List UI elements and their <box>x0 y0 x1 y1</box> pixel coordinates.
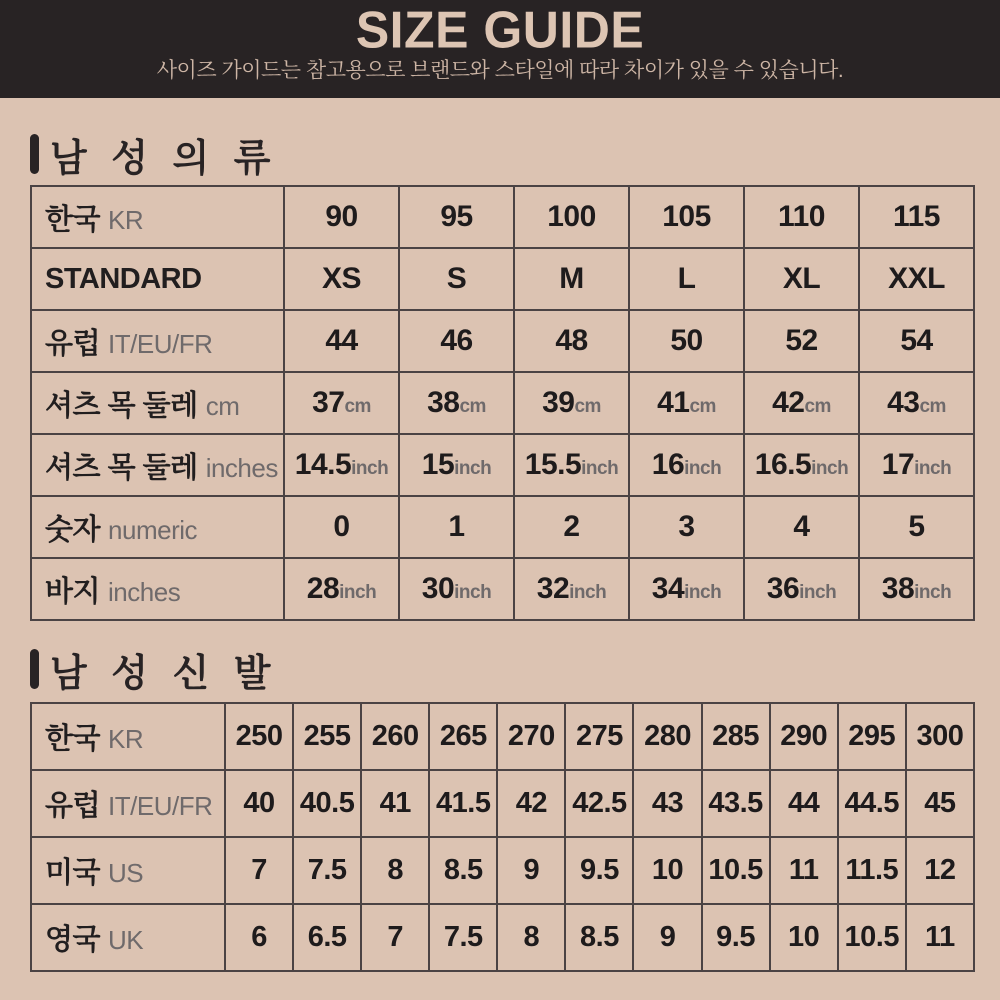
size-value-cell <box>633 904 701 971</box>
size-value: S <box>446 262 467 295</box>
size-value: 10.5 <box>844 921 899 953</box>
row-label-cell <box>31 186 284 248</box>
size-value: 275 <box>575 720 623 752</box>
size-value-cell <box>497 770 565 837</box>
size-value: 48 <box>555 324 588 357</box>
size-value: L <box>677 262 696 295</box>
size-unit: cm <box>689 396 716 417</box>
size-value-cell <box>859 434 974 496</box>
row-label-korean: 유럽 <box>45 327 101 360</box>
size-value: 8 <box>387 854 404 886</box>
size-value-cell <box>514 186 629 248</box>
size-value-cell <box>906 904 974 971</box>
size-value: 1 <box>448 510 465 543</box>
size-value: 5 <box>908 510 925 543</box>
size-value: 255 <box>303 720 351 752</box>
row-label-latin: KR <box>108 724 144 754</box>
size-value: 2 <box>563 510 580 543</box>
size-value: 46 <box>440 324 473 357</box>
size-value: 15.5 <box>524 448 582 481</box>
size-value: 7.5 <box>307 854 347 886</box>
row-label-cell <box>31 248 284 310</box>
size-value-cell <box>702 703 770 770</box>
size-value: 6 <box>251 921 267 953</box>
size-value-cell <box>859 496 974 558</box>
size-unit: inch <box>454 582 492 603</box>
size-value-cell <box>284 310 399 372</box>
page-title: SIZE GUIDE <box>355 0 645 60</box>
size-value: 30 <box>421 572 455 605</box>
size-value-cell <box>497 837 565 904</box>
size-value: 50 <box>670 324 703 357</box>
size-value: 10 <box>788 921 820 953</box>
section-title-mens-shoes <box>30 648 975 695</box>
size-value: 9 <box>659 921 676 953</box>
size-value: 44 <box>788 787 820 819</box>
size-value: 95 <box>440 200 473 233</box>
size-value: 9.5 <box>580 854 619 886</box>
size-value: 44 <box>325 324 358 357</box>
size-value-cell <box>565 703 633 770</box>
table-row <box>31 703 974 770</box>
size-value-cell <box>284 558 399 620</box>
size-value: 0 <box>333 510 350 543</box>
size-unit: cm <box>344 396 371 417</box>
size-value: 14.5 <box>294 448 352 481</box>
size-unit: inch <box>914 582 952 603</box>
size-value-cell <box>399 372 514 434</box>
size-value: 10 <box>651 854 684 886</box>
size-value: 295 <box>848 720 896 752</box>
size-value-cell <box>744 372 859 434</box>
size-value-cell <box>629 372 744 434</box>
size-value-cell <box>702 837 770 904</box>
size-value: 11.5 <box>845 854 899 886</box>
row-label-latin: cm <box>205 390 240 421</box>
size-value-cell <box>770 770 838 837</box>
size-value: 37 <box>312 386 345 419</box>
size-unit: inch <box>811 458 849 479</box>
table-row <box>31 904 974 971</box>
row-label-cell <box>31 558 284 620</box>
size-value-cell <box>744 248 859 310</box>
size-value: 38 <box>881 572 915 605</box>
size-value: 43 <box>651 787 684 819</box>
title-bar-marker <box>30 649 39 689</box>
size-unit: inch <box>684 582 722 603</box>
size-value-cell <box>399 558 514 620</box>
size-value: 90 <box>325 200 358 233</box>
size-value: 9 <box>523 854 540 886</box>
size-value: 4 <box>793 510 810 543</box>
size-value-cell <box>284 248 399 310</box>
row-label-korean: 영국 <box>45 924 101 956</box>
size-value: M <box>559 262 584 295</box>
size-value-cell <box>293 904 361 971</box>
size-value: 12 <box>924 854 956 886</box>
size-value-cell <box>770 837 838 904</box>
table-row <box>31 770 974 837</box>
size-value: 8.5 <box>580 921 619 953</box>
row-label-latin: UK <box>108 925 144 955</box>
size-value-cell <box>293 837 361 904</box>
row-label-cell <box>31 837 225 904</box>
size-value-cell <box>429 904 497 971</box>
size-value: 52 <box>785 324 818 357</box>
size-value: 10.5 <box>708 854 763 886</box>
row-label-latin: numeric <box>108 514 198 545</box>
table-row <box>31 558 974 620</box>
size-value-cell <box>629 558 744 620</box>
row-label-korean: 바지 <box>45 575 101 608</box>
size-value-cell <box>284 496 399 558</box>
size-value-cell <box>429 703 497 770</box>
section-title-mens-clothing <box>30 133 975 180</box>
size-unit: inch <box>581 458 619 479</box>
size-value-cell <box>859 248 974 310</box>
size-value-cell <box>838 770 906 837</box>
size-unit: inch <box>799 582 837 603</box>
size-value: 42 <box>515 787 547 819</box>
size-value-cell <box>361 703 429 770</box>
size-value: 7.5 <box>443 921 483 953</box>
size-value: 11 <box>788 854 819 886</box>
size-value-cell <box>497 904 565 971</box>
size-value: 9.5 <box>716 921 755 953</box>
size-value-cell <box>429 770 497 837</box>
section-mens-shoes <box>30 648 975 972</box>
size-value: 38 <box>427 386 460 419</box>
size-unit: cm <box>804 396 831 417</box>
size-value: 100 <box>547 200 596 233</box>
size-value-cell <box>514 372 629 434</box>
size-value: 6.5 <box>307 921 347 953</box>
size-value-cell <box>859 372 974 434</box>
size-value-cell <box>399 434 514 496</box>
size-value: 115 <box>893 200 940 233</box>
size-value: 42 <box>772 386 805 419</box>
size-value-cell <box>361 770 429 837</box>
size-value-cell <box>514 496 629 558</box>
size-value: 11 <box>925 921 955 953</box>
row-label-korean: 미국 <box>45 857 101 889</box>
size-value: 44.5 <box>844 787 899 819</box>
row-label-latin: inches <box>108 576 181 607</box>
row-label-korean: 한국 <box>45 723 101 755</box>
size-value-cell <box>770 904 838 971</box>
size-value: 3 <box>678 510 695 543</box>
header-banner <box>0 0 1000 98</box>
size-value-cell <box>514 434 629 496</box>
size-value-cell <box>565 770 633 837</box>
size-value: 28 <box>306 572 340 605</box>
size-value: 17 <box>881 448 915 481</box>
size-value-cell <box>906 837 974 904</box>
size-value: 280 <box>644 720 691 752</box>
table-row <box>31 837 974 904</box>
size-value: 270 <box>507 720 555 752</box>
size-unit: inch <box>684 458 722 479</box>
row-label-latin: inches <box>205 452 278 483</box>
size-value-cell <box>361 904 429 971</box>
size-value: XS <box>321 262 362 295</box>
size-value: 105 <box>662 200 711 233</box>
size-value-cell <box>399 496 514 558</box>
size-value-cell <box>859 310 974 372</box>
size-value: XL <box>782 262 821 295</box>
size-unit: inch <box>339 582 377 603</box>
size-value: 250 <box>235 720 283 752</box>
size-value: 8 <box>523 921 540 953</box>
size-value: 42.5 <box>572 787 627 819</box>
size-value-cell <box>225 703 293 770</box>
size-value-cell <box>906 703 974 770</box>
size-value-cell <box>293 770 361 837</box>
title-bar-marker <box>30 134 39 174</box>
size-value-cell <box>702 904 770 971</box>
size-unit: inch <box>569 582 607 603</box>
mens-shoes-table <box>30 702 975 972</box>
table-row <box>31 186 974 248</box>
size-unit: inch <box>351 458 389 479</box>
size-value: 8.5 <box>443 854 483 886</box>
section-mens-clothing <box>30 133 975 621</box>
size-value: 41 <box>379 787 411 819</box>
size-value-cell <box>744 496 859 558</box>
size-value-cell <box>497 703 565 770</box>
size-value: 110 <box>778 200 825 233</box>
size-value: 16.5 <box>754 448 812 481</box>
size-value-cell <box>744 310 859 372</box>
size-value-cell <box>514 558 629 620</box>
size-value: 300 <box>916 720 964 752</box>
row-label-korean: 유럽 <box>45 790 101 822</box>
size-value-cell <box>838 837 906 904</box>
size-value-cell <box>744 186 859 248</box>
size-value: 285 <box>712 720 760 752</box>
size-unit: inch <box>914 458 952 479</box>
size-value-cell <box>293 703 361 770</box>
size-value: 43 <box>887 386 920 419</box>
row-label-latin: US <box>108 858 144 888</box>
size-value-cell <box>565 904 633 971</box>
row-label-cell <box>31 310 284 372</box>
size-value: 41.5 <box>436 787 491 819</box>
row-label-korean: 한국 <box>45 203 101 236</box>
table-row <box>31 434 974 496</box>
size-value-cell <box>514 310 629 372</box>
size-value: 15 <box>421 448 455 481</box>
size-value-cell <box>906 770 974 837</box>
size-value: 40.5 <box>299 787 355 819</box>
size-value-cell <box>284 434 399 496</box>
size-value: 32 <box>536 572 570 605</box>
row-label-latin: IT/EU/FR <box>108 791 213 821</box>
row-label-latin: KR <box>108 204 144 235</box>
row-label-cell <box>31 372 284 434</box>
size-value-cell <box>744 434 859 496</box>
size-value-cell <box>859 558 974 620</box>
size-value-cell <box>633 703 701 770</box>
size-value: 40 <box>243 787 275 819</box>
row-label-cell <box>31 496 284 558</box>
size-value-cell <box>225 904 293 971</box>
row-label-cell <box>31 770 225 837</box>
size-value: 36 <box>766 572 800 605</box>
row-label-korean: 숫자 <box>45 513 101 546</box>
table-row <box>31 248 974 310</box>
size-value: 39 <box>542 386 575 419</box>
row-label-cell <box>31 434 284 496</box>
size-value: 45 <box>924 787 956 819</box>
row-label-korean: 셔츠 목 둘레 <box>45 451 198 484</box>
size-value: 16 <box>651 448 685 481</box>
row-label-korean: STANDARD <box>45 262 202 295</box>
size-value-cell <box>429 837 497 904</box>
size-unit: cm <box>919 396 946 417</box>
content <box>0 133 1000 972</box>
size-value-cell <box>633 770 701 837</box>
size-value: 7 <box>251 854 267 886</box>
size-value: XXL <box>888 262 945 295</box>
size-value-cell <box>225 770 293 837</box>
size-value: 54 <box>900 324 933 357</box>
size-value-cell <box>514 248 629 310</box>
size-value: 41 <box>657 386 690 419</box>
size-value-cell <box>629 186 744 248</box>
row-label-cell <box>31 904 225 971</box>
size-value-cell <box>633 837 701 904</box>
size-value-cell <box>284 372 399 434</box>
size-value-cell <box>399 186 514 248</box>
table-row <box>31 372 974 434</box>
size-unit: cm <box>459 396 486 417</box>
size-value-cell <box>770 703 838 770</box>
size-value-cell <box>629 496 744 558</box>
size-unit: inch <box>454 458 492 479</box>
size-value-cell <box>629 248 744 310</box>
size-value-cell <box>629 434 744 496</box>
page-subtitle: 사이즈 가이드는 참고용으로 브랜드와 스타일에 따라 차이가 있을 수 있습니다. <box>156 59 844 82</box>
table-row <box>31 310 974 372</box>
size-value-cell <box>361 837 429 904</box>
size-value: 260 <box>371 720 419 752</box>
size-value-cell <box>399 248 514 310</box>
row-label-cell <box>31 703 225 770</box>
size-value-cell <box>838 904 906 971</box>
size-value: 265 <box>439 720 487 752</box>
mens-clothing-table <box>30 185 975 621</box>
section-title-text: 남 성 의 류 <box>50 137 278 180</box>
size-value-cell <box>399 310 514 372</box>
section-title-text: 남 성 신 발 <box>50 652 278 695</box>
size-value-cell <box>744 558 859 620</box>
size-value: 7 <box>387 921 404 953</box>
size-value-cell <box>565 837 633 904</box>
size-value-cell <box>284 186 399 248</box>
size-unit: cm <box>574 396 601 417</box>
size-value-cell <box>702 770 770 837</box>
row-label-korean: 셔츠 목 둘레 <box>45 389 198 422</box>
row-label-latin: IT/EU/FR <box>108 328 213 359</box>
size-value-cell <box>859 186 974 248</box>
size-value-cell <box>629 310 744 372</box>
size-value: 34 <box>651 572 685 605</box>
size-value-cell <box>838 703 906 770</box>
size-value: 43.5 <box>708 787 763 819</box>
table-row <box>31 496 974 558</box>
size-value: 290 <box>780 720 828 752</box>
size-value-cell <box>225 837 293 904</box>
